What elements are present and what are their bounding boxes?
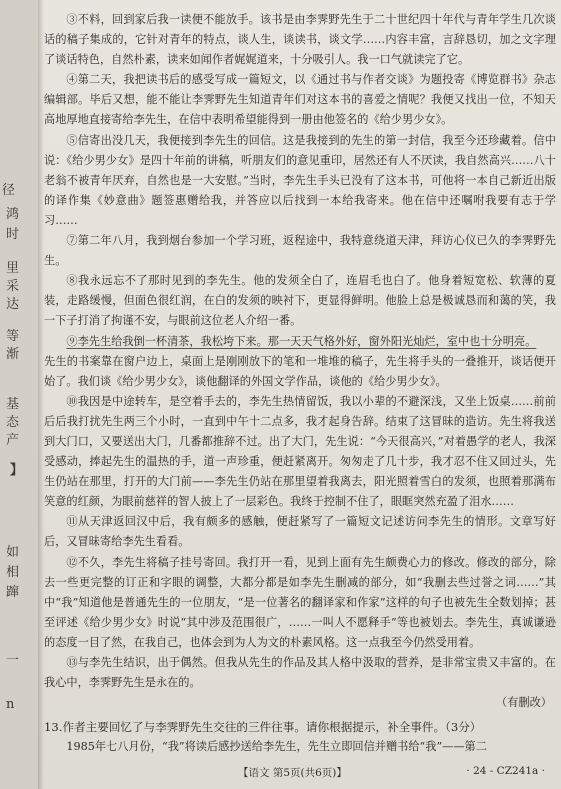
paragraph-9-cont: 先生的书案靠在窗户边上，桌面上是刚刚放下的笔和一堆堆的稿子，先生将手头的一叠推开，谈话便开始了。我们谈《给少男少女》，谈他翻译的外国文学作品，谈他的《给少男少女》。 xyxy=(44,354,556,388)
margin-char: 采 xyxy=(6,279,20,294)
margin-char: 】 xyxy=(10,463,24,478)
article-body xyxy=(44,10,556,757)
margin-char: n xyxy=(6,697,15,712)
paragraph-9: ⑨李先生给我倒一杯清茶，我松垮下来。那一天天气格外好，窗外阳光灿烂，室中也十分明亮。 xyxy=(66,334,537,348)
left-margin-strip xyxy=(0,0,40,789)
paragraph-5: ⑤信寄出没几天，我便接到李先生的回信。这是我接到的先生的第一封信，我至今还珍藏着。信中说：《给少男少女》是四十年前的讲稿，听朋友们的意见重印，居然还有人不厌读，我自然高兴……八十老翁不被青年厌弃，自然也是一大安慰。”当时，李先生手头已没有了这本书，可他将一本自己新近出版的译作集《妙意曲》题签惠赠给我，并答应以后找到一本给我寄来。他在信中还嘱咐我要有志于学习…… xyxy=(44,133,556,227)
question-13: 13.作者主要回忆了与李霁野先生交往的三件往事。请你根据提示，补全事件。（3分） xyxy=(44,720,482,735)
margin-char: 里 xyxy=(6,261,20,276)
page-fold-shadow xyxy=(38,0,44,789)
margin-char: 一 xyxy=(6,653,20,668)
paragraph-8: ⑧我永远忘不了那时见到的李先生。他的发须全白了，连眉毛也白了。他身着短宽松、软薄的夏装，走路缓慢，但面色很红润，在白的发须的映衬下，更显得鲜明。他脸上总是极诚恳而和蔼的笑，我一下子打消了拘谨不安，与眼前这位老人介绍一番。 xyxy=(44,274,556,328)
margin-char: 产 xyxy=(6,433,20,448)
exam-page xyxy=(38,0,561,789)
margin-char: 态 xyxy=(6,415,20,430)
margin-char: 达 xyxy=(6,297,20,312)
paragraph-11: ⑪从天津返回汉中后，我有颇多的感触，便赶紧写了一篇短文记述访问李先生的情形。文章写好后，又冒昧寄给李先生看看。 xyxy=(44,515,556,549)
question-13-answer-prompt: 1985年七八月份，“我”将读后感抄送给李先生，先生立即回信并赠书给“我”——第二 xyxy=(66,740,487,754)
margin-char: 渐 xyxy=(6,347,20,362)
margin-char: 径 xyxy=(2,183,16,198)
paragraph-7: ⑦第二年八月，我到烟台参加一个学习班，返程途中，我特意绕道天津，拜访心仪已久的李霁野先生。 xyxy=(44,234,556,268)
margin-char: 基 xyxy=(6,397,20,412)
paragraph-3: ③不料，回到家后我一读便不能放手。该书是由李霁野先生于二十世纪四十年代与青年学生几次谈话的稿子集成的，它针对青年的特点，谈人生，谈读书，谈文学……内容丰富，言辞恳切，加之文字理了谈话特色，自然朴素，读来如闻作者娓娓道来，十分吸引人。我一口气就读完了它。 xyxy=(44,13,556,67)
revision-note: （有删改） xyxy=(496,696,552,710)
paragraph-4: ④第二天，我把读书后的感受写成一篇短文，以《通过书与作者交谈》为题投寄《博览群书》杂志编辑部。毕后又想，能不能让李霁野先生知道青年们对这本书的喜爱之情呢？我便又找出一位，不知天高地厚地直接寄给李先生，在信中表明希望能得到一册由他签名的《给少男少女》。 xyxy=(44,73,556,127)
margin-char: 鸿 xyxy=(6,207,20,222)
margin-char: 等 xyxy=(6,329,20,344)
margin-char: 蹿 xyxy=(6,585,20,600)
page-footer xyxy=(38,765,561,783)
footer-exam-code: · 24 - CZ241a · xyxy=(466,765,545,777)
paragraph-13: ⑬与李先生结识，出于偶然。但我从先生的作品及其人格中汲取的营养，是非常宝贵又丰富的。在我心中，李霁野先生是永在的。 xyxy=(44,656,556,690)
paragraph-10: ⑩我因是中途转车，是空着手去的，李先生热情留饭，我以小辈的不避深浅，又坐上饭桌……前前后后我打扰先生两三个小时，一直到中午十二点多，我才起身告辞。结束了这冒昧的造访。先生将我送到大门口，又要送出大门，几番都推辞不过。出了大门，先生说：“今天很高兴，”对着愚学的老人，我深受感动，捧起先生的温热的手，道一声珍重，便赶紧离开。匆匆走了几十步，我才忍不住又回过头，先生仍站在那里，打开的大门前——李先生仍站在那里望着我离去，阳光照着雪白的发须，也照着那满布笑意的红颜，为眼前慈祥的智人披上了一层彩色。我终于控制不住了，眼眶突然充盈了泪水…… xyxy=(44,394,556,509)
margin-char: 时 xyxy=(6,227,20,242)
paragraph-12: ⑫不久，李先生将稿子挂号寄回。我打开一看，见到上面有先生颇费心力的修改。修改的部分，除去一些更完整的订正和字眼的调整，大都分都是如李先生删减的部分，如“我删去些过誉之词……”其中“我”知道他是普通先生的一位朋友，“是一位著名的翻译家和作家”这样的句子也被先生全数划掉；甚至评述《给少男少女》时说“其中涉及范围很广，……一叫人不愿释手”等也被划去。李先生，真诚谦逊的态度一目了然，在我自己，也体会到为人为文的朴素风格。这一点我至今仍然受用着。 xyxy=(44,555,556,649)
footer-page-label: 【语文 第5页(共6页)】 xyxy=(238,767,347,779)
margin-char: 如 xyxy=(6,545,20,560)
margin-char: 相 xyxy=(6,565,20,580)
